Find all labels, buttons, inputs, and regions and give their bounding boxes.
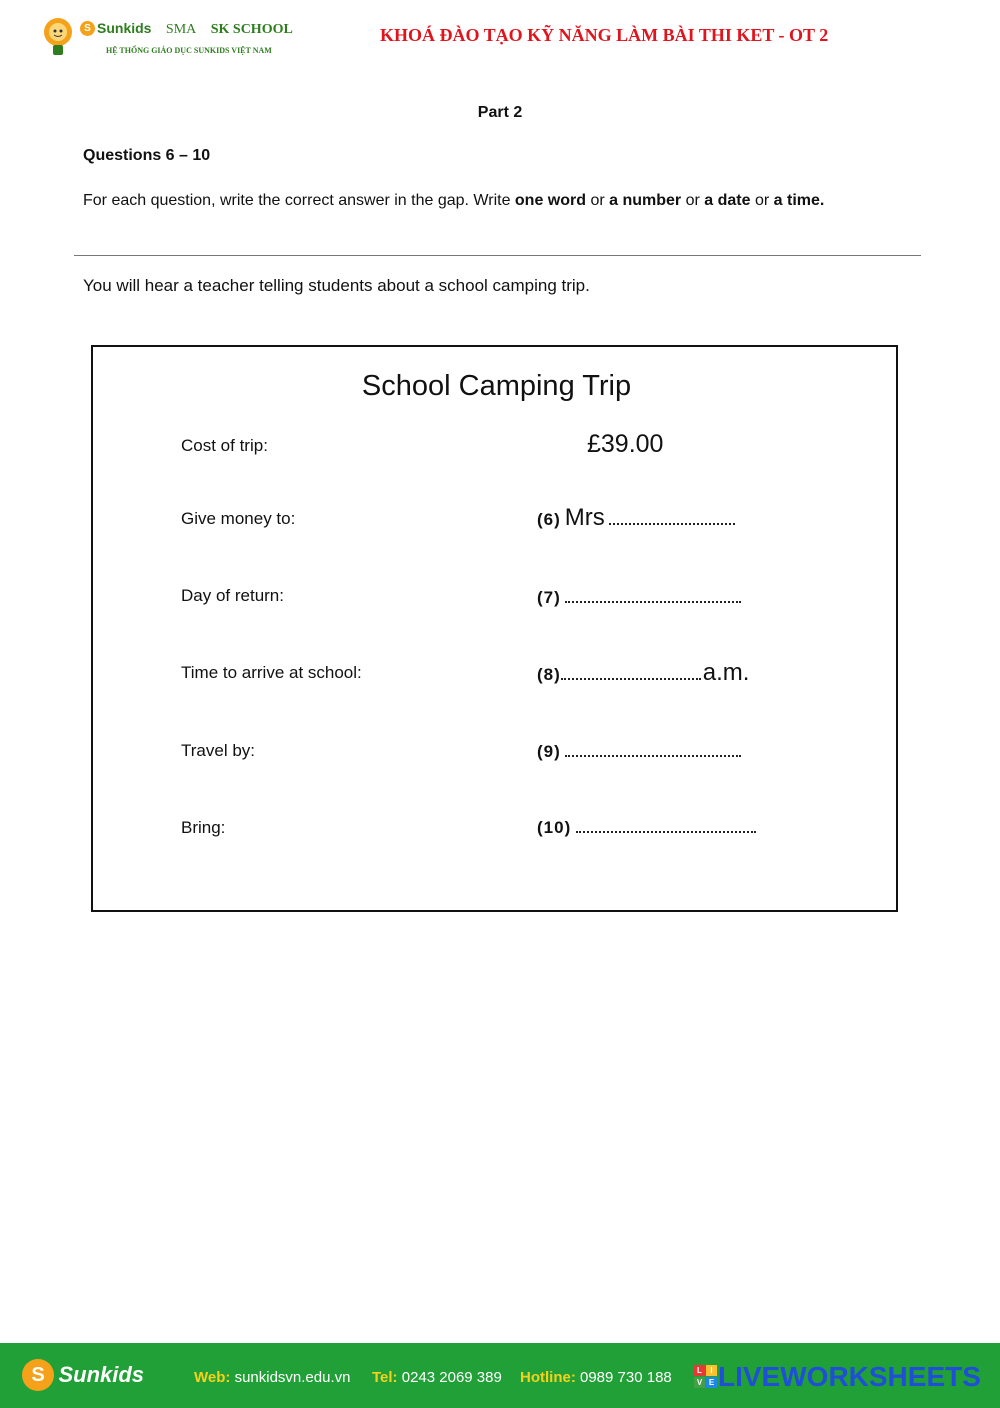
course-title: KHOÁ ĐÀO TẠO KỸ NĂNG LÀM BÀI THI KET - OT 2 [380,25,829,45]
sun-mascot-icon [40,16,76,58]
row-label: Travel by: [181,741,256,760]
brand-sma: SMA [165,22,197,37]
footer-web [194,1369,350,1386]
answer-slot [537,659,749,687]
answer-gap-10[interactable] [576,817,756,833]
cost-value: £39.00 [587,430,664,458]
instructions-bold-2: a number [609,192,682,209]
answer-slot [537,817,756,838]
instructions-bold-1: one word [514,192,587,209]
divider [74,255,921,256]
footer-web-key: Web: [194,1369,231,1386]
question-number: (10) [537,818,572,837]
question-number: (7) [537,588,561,607]
brand-row [80,20,293,38]
question-number: (6) [537,510,561,529]
instructions-or: or [750,192,774,209]
instructions-lead: For each question, write the correct answer in the gap. Write [83,192,515,209]
footer-brand: Sunkids [58,1362,145,1387]
footer-tel-value: 0243 2069 389 [401,1369,502,1386]
instructions-or: or [586,192,610,209]
footer-logo [22,1359,144,1391]
answer-row-7 [93,583,900,623]
cost-row [93,430,900,470]
liveworksheets-watermark [694,1361,981,1393]
question-number: (8) [537,665,561,684]
answer-row-6 [93,504,900,544]
footer-hotline-key: Hotline: [520,1369,576,1386]
row-label: Day of return: [181,586,284,605]
part-title: Part 2 [477,104,523,121]
liveworksheets-logo-icon: L I V E [694,1365,718,1389]
answer-gap-9[interactable] [565,741,741,757]
brand-sk-school: SK SCHOOL [210,22,293,37]
sunkids-coin-icon: S [22,1359,54,1391]
sunkids-coin-icon: S [80,21,95,36]
brand-sunkids: Sunkids [97,20,152,36]
answer-slot [537,587,741,608]
answer-row-9 [93,738,900,778]
footer-tel-key: Tel: [372,1369,398,1386]
footer-hotline [520,1369,672,1386]
answer-slot [537,504,735,532]
answer-row-8 [93,657,900,697]
row-label: Give money to: [181,509,296,528]
answer-gap-8[interactable] [561,664,701,680]
answer-prefix: Mrs [564,504,605,531]
context-text: You will hear a teacher telling students about a school camping trip. [83,276,590,295]
footer-web-link[interactable]: sunkidsvn.edu.vn [234,1369,351,1386]
instructions-bold-4: a time. [773,192,825,209]
footer-hotline-value: 0989 730 188 [580,1369,672,1386]
answer-gap-6[interactable] [609,509,735,525]
answer-suffix: a.m. [702,659,750,686]
answer-gap-7[interactable] [565,587,741,603]
question-number: (9) [537,742,561,761]
page-footer [0,1343,1000,1408]
question-range: Questions 6 – 10 [83,147,211,164]
instructions [83,190,903,211]
watermark-text: LIVEWORKSHEETS [718,1361,981,1392]
instructions-or: or [681,192,705,209]
page-header [0,0,1000,80]
brand-subtitle: HỆ THỐNG GIÁO DỤC SUNKIDS VIỆT NAM [106,46,272,55]
cost-label: Cost of trip: [181,436,268,455]
instructions-bold-3: a date [704,192,751,209]
logo-group [40,16,340,66]
footer-tel [372,1369,502,1386]
row-label: Bring: [181,818,226,837]
row-label: Time to arrive at school: [181,663,362,682]
camping-form [91,345,898,912]
form-title: School Camping Trip [361,370,632,402]
answer-slot [537,741,741,762]
answer-row-10 [93,815,900,855]
